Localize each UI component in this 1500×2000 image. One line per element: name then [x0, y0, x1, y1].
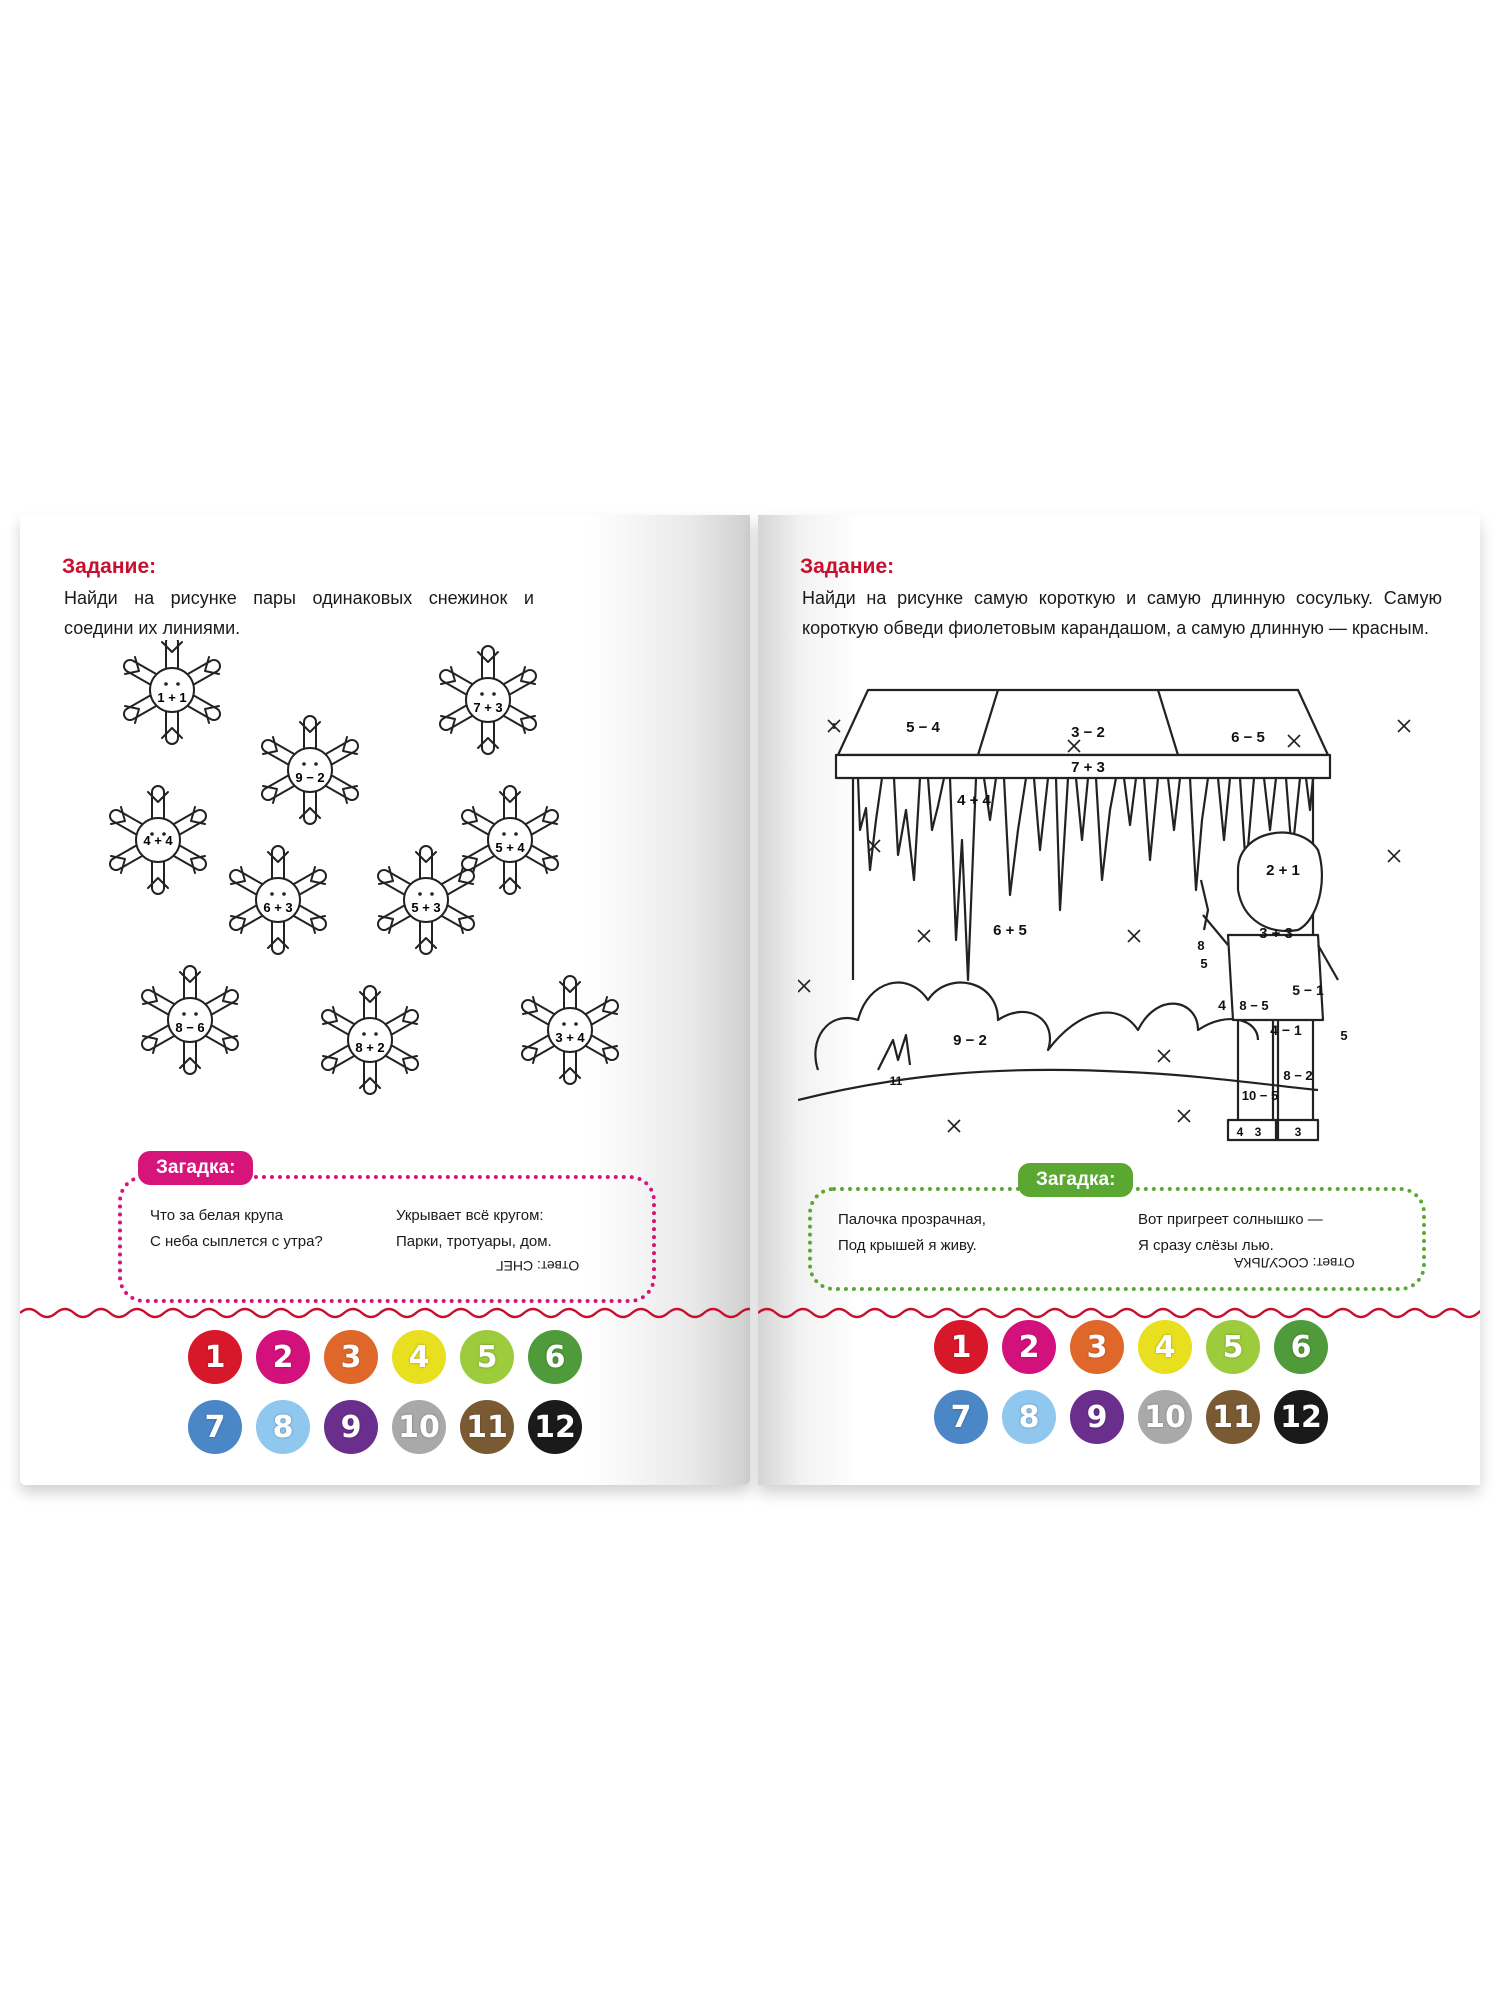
- color-key-item: 3: [1070, 1320, 1124, 1374]
- snowflake: [379, 852, 473, 948]
- svg-text:8 − 6: 8 − 6: [175, 1020, 205, 1035]
- riddle-answer: Ответ: СНЕГ: [496, 1258, 580, 1274]
- svg-text:4 − 1: 4 − 1: [1270, 1022, 1302, 1038]
- task-title: Задание:: [800, 555, 895, 578]
- svg-text:6 + 5: 6 + 5: [993, 922, 1027, 939]
- color-key-item: 4: [392, 1330, 446, 1384]
- color-key-item: 6: [1274, 1320, 1328, 1374]
- color-key-item: 8: [1002, 1390, 1056, 1444]
- riddle-tag: Загадка:: [138, 1151, 253, 1185]
- wave-divider: [758, 1305, 1480, 1321]
- task-text: Найди на рисунке самую короткую и самую длинную сосульку. Самую короткую обведи фиолетовым карандашом, а самую длинную — красным.: [802, 588, 1442, 638]
- right-page: [758, 515, 1480, 1485]
- svg-text:9 − 2: 9 − 2: [295, 770, 325, 785]
- color-key-item: 10: [392, 1400, 446, 1454]
- svg-text:3 + 4: 3 + 4: [555, 1030, 585, 1045]
- snowflake-illustration: [60, 640, 620, 1100]
- color-key-item: 5: [460, 1330, 514, 1384]
- color-key-item: 12: [1274, 1390, 1328, 1444]
- svg-text:5: 5: [1200, 956, 1208, 971]
- color-key-item: 9: [1070, 1390, 1124, 1444]
- snowflake: [143, 972, 237, 1068]
- color-key-item: 4: [1138, 1320, 1192, 1374]
- riddle-verse-2: Укрывает всё кругом: Парки, тротуары, дом.: [396, 1207, 552, 1250]
- svg-text:5 + 3: 5 + 3: [411, 900, 441, 915]
- svg-text:8 − 2: 8 − 2: [1283, 1068, 1313, 1083]
- snowflake: [441, 652, 535, 748]
- svg-text:5: 5: [1340, 1028, 1348, 1043]
- svg-text:9 − 2: 9 − 2: [953, 1032, 987, 1049]
- riddle-verse-1: Палочка прозрачная, Под крышей я живу.: [838, 1211, 986, 1254]
- svg-text:11: 11: [889, 1074, 903, 1088]
- svg-text:7 + 3: 7 + 3: [1071, 759, 1105, 776]
- color-key-item: 7: [934, 1390, 988, 1444]
- svg-text:3 − 2: 3 − 2: [1071, 724, 1105, 741]
- color-key-item: 10: [1138, 1390, 1192, 1444]
- riddle-verse-2: Вот пригреет солнышко — Я сразу слёзы лью.: [1138, 1211, 1323, 1254]
- snowflake: [231, 852, 325, 948]
- color-key-item: 6: [528, 1330, 582, 1384]
- icicle-scene: [798, 680, 1448, 1150]
- snowflake: [125, 642, 219, 738]
- svg-text:4: 4: [1236, 1125, 1244, 1139]
- book-spread: [20, 515, 1480, 1485]
- svg-text:3 + 3: 3 + 3: [1259, 925, 1293, 942]
- color-key: [188, 1330, 582, 1454]
- color-key-item: 9: [324, 1400, 378, 1454]
- svg-text:5 − 1: 5 − 1: [1292, 982, 1324, 998]
- snowflake: [111, 792, 205, 888]
- snowflake: [263, 722, 357, 818]
- svg-text:6 − 5: 6 − 5: [1231, 729, 1265, 746]
- svg-text:5 + 4: 5 + 4: [495, 840, 525, 855]
- svg-text:4: 4: [1218, 997, 1226, 1013]
- wave-divider: [20, 1305, 750, 1321]
- riddle-verse-1: Что за белая крупа С неба сыплется с утра?: [150, 1207, 323, 1250]
- color-key-item: 3: [324, 1330, 378, 1384]
- color-key-item: 2: [1002, 1320, 1056, 1374]
- color-key: [934, 1320, 1328, 1444]
- svg-text:10 − 5: 10 − 5: [1241, 1088, 1279, 1103]
- color-key-item: 7: [188, 1400, 242, 1454]
- svg-text:8: 8: [1197, 938, 1205, 953]
- svg-text:4 + 4: 4 + 4: [143, 833, 173, 848]
- color-key-item: 1: [934, 1320, 988, 1374]
- color-key-item: 1: [188, 1330, 242, 1384]
- left-page: [20, 515, 750, 1485]
- color-key-item: 2: [256, 1330, 310, 1384]
- snowflake: [323, 992, 417, 1088]
- svg-text:5 − 4: 5 − 4: [906, 719, 940, 736]
- color-key-item: 11: [1206, 1390, 1260, 1444]
- riddle-answer: Ответ: СОСУЛЬКА: [1234, 1255, 1355, 1271]
- svg-text:6 + 3: 6 + 3: [263, 900, 293, 915]
- task-title: Задание:: [62, 555, 157, 578]
- snowflake: [523, 982, 617, 1078]
- svg-text:8 + 2: 8 + 2: [355, 1040, 385, 1055]
- color-key-item: 12: [528, 1400, 582, 1454]
- color-key-item: 8: [256, 1400, 310, 1454]
- color-key-item: 11: [460, 1400, 514, 1454]
- svg-text:2 + 1: 2 + 1: [1266, 862, 1300, 879]
- snowflake: [463, 792, 557, 888]
- task-text: Найди на рисунке пары одинаковых снежинок и соедини их линиями.: [64, 588, 534, 638]
- svg-text:3: 3: [1294, 1125, 1302, 1139]
- svg-text:8 − 5: 8 − 5: [1239, 998, 1269, 1013]
- svg-text:1 + 1: 1 + 1: [157, 690, 187, 705]
- svg-text:3: 3: [1254, 1125, 1262, 1139]
- color-key-item: 5: [1206, 1320, 1260, 1374]
- svg-text:4 + 4: 4 + 4: [957, 792, 991, 809]
- svg-text:7 + 3: 7 + 3: [473, 700, 503, 715]
- riddle-tag: Загадка:: [1018, 1163, 1133, 1197]
